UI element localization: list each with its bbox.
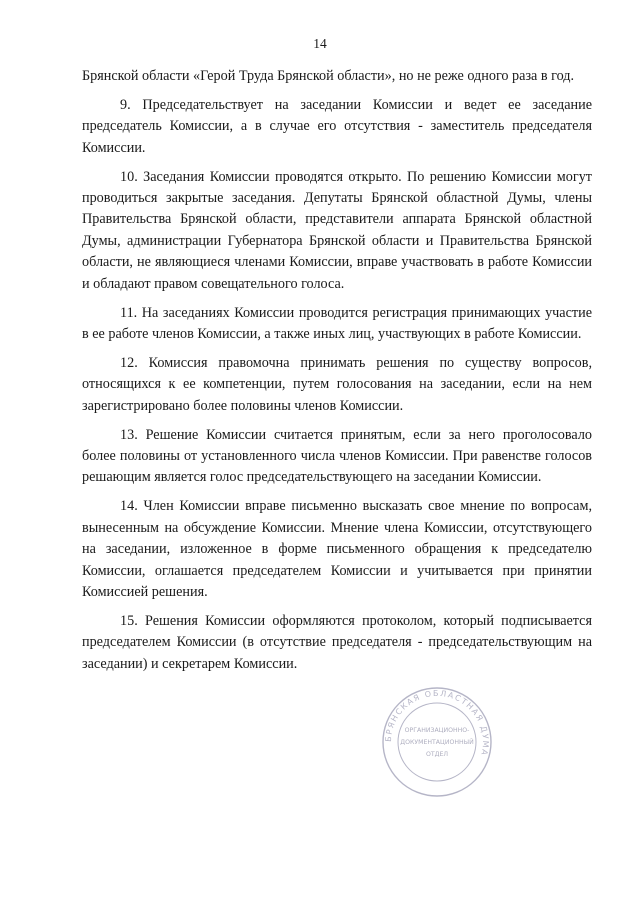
svg-text:БРЯНСКАЯ ОБЛАСТНАЯ ДУМА bbox=[384, 689, 490, 757]
paragraph-14: 14. Член Комиссии вправе письменно высказать свое мнение по вопросам, вынесенным на обсуждение Комиссии. Мнение члена Комиссии, отсутствующего на заседании, изложенное в форме письменного обращения к председателю Комиссии, оглашается председателем Комиссии и учитывается при принятии Комиссией решения. bbox=[82, 498, 592, 600]
paragraph-13: 13. Решение Комиссии считается принятым, если за него проголосовало более половины от установленного числа членов Комиссии. При равенстве голосов решающим является голос председательствующего на заседании Комиссии. bbox=[82, 426, 592, 486]
stamp-center-line-2: ДОКУМЕНТАЦИОННЫЙ bbox=[400, 739, 474, 746]
stamp-ring-text: БРЯНСКАЯ ОБЛАСТНАЯ ДУМА bbox=[383, 688, 491, 758]
stamp-center-line-1: ОРГАНИЗАЦИОННО- bbox=[404, 727, 470, 734]
document-body bbox=[82, 66, 592, 683]
paragraph-continuation: Брянской области «Герой Труда Брянской области», но не реже одного раза в год. bbox=[82, 68, 575, 84]
paragraph-10: 10. Заседания Комиссии проводятся открыто. По решению Комиссии могут проводиться закрытые заседания. Депутаты Брянской областной Думы, члены Правительства Брянской области, представители аппарата Брянской областной Думы, администрации Губернатора Брянской области и Правительства Брянской области, не являющиеся членами Комиссии, вправе участвовать в работе Комиссии и обладают правом совещательного голоса. bbox=[82, 168, 592, 292]
official-stamp bbox=[378, 686, 496, 798]
stamp-center-line-3: ОТДЕЛ bbox=[425, 751, 449, 758]
paragraph-15: 15. Решения Комиссии оформляются протоколом, который подписывается председателем Комиссии (в отсутствие председателя - председательствующим на заседании) и секретарем Комиссии. bbox=[82, 612, 592, 672]
page-number: 14 bbox=[313, 36, 327, 51]
paragraph-9: 9. Председательствует на заседании Комиссии и ведет ее заседание председатель Комиссии, а в случае его отсутствия - заместитель председателя Комиссии. bbox=[82, 96, 592, 156]
paragraph-12: 12. Комиссия правомочна принимать решения по существу вопросов, относящихся к ее компетенции, путем голосования на заседании, если на нем зарегистрировано более половины членов Комиссии. bbox=[82, 354, 592, 414]
paragraph-11: 11. На заседаниях Комиссии проводится регистрация принимающих участие в ее работе членов Комиссии, а также иных лиц, участвующих в работе Комиссии. bbox=[82, 304, 592, 342]
